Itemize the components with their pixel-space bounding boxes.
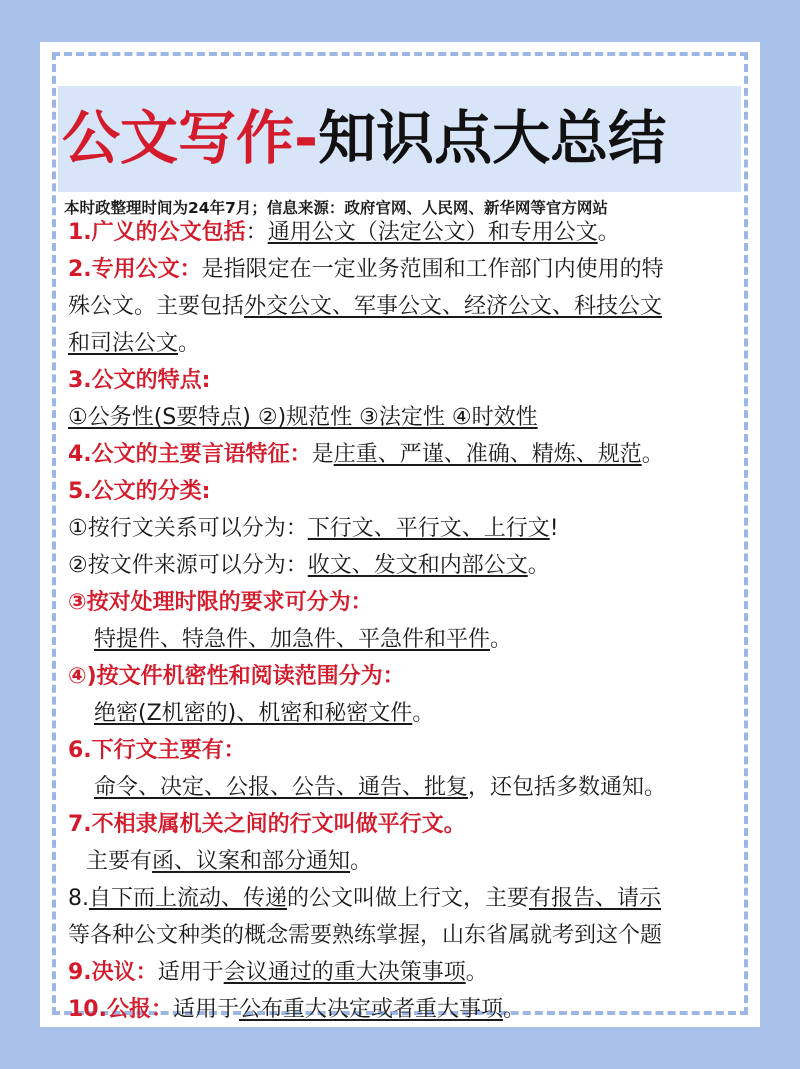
item-2-line-2: 殊公文。主要包括外交公文、军事公文、经济公文、科技公文 — [68, 294, 663, 319]
page-title — [62, 88, 742, 188]
item-5-heading: 5.公文的分类: — [68, 479, 211, 504]
item-3-traits: ①公务性(S要特点) ②)规范性 ③法定性 ④时效性 — [68, 405, 538, 430]
knowledge-list — [68, 214, 748, 1028]
item-6-detail: 命令、决定、公报、公告、通告、批复，还包括多数通知。 — [94, 775, 667, 800]
item-5-d-heading: ④)按文件机密性和阅读范围分为： — [68, 664, 405, 689]
item-5-a: ①按行文关系可以分为：下行文、平行文、上行文! — [68, 516, 559, 541]
item-10: 10.公报：适用于公布重大决定或者重大事项。 — [68, 997, 526, 1022]
item-2-line-1: 2.专用公文：是指限定在一定业务范围和工作部门内使用的特 — [68, 257, 664, 282]
item-1: 1.广义的公文包括：通用公文（法定公文）和专用公文。 — [68, 220, 620, 245]
item-2-line-3: 和司法公文。 — [68, 331, 201, 356]
item-6-heading: 6.下行文主要有： — [68, 738, 246, 763]
item-7-heading: 7.不相隶属机关之间的行文叫做平行文。 — [68, 812, 466, 837]
item-7-detail: 主要有函、议案和部分通知。 — [86, 849, 373, 874]
source-note: 本时政整理时间为24年7月；信息来源：政府官网、人民网、新华网等官方网站 — [64, 199, 608, 217]
item-3-heading: 3.公文的特点: — [68, 368, 211, 393]
item-4: 4.公文的主要言语特征：是庄重、严谨、准确、精炼、规范。 — [68, 442, 664, 467]
item-5-b: ②按文件来源可以分为：收文、发文和内部公文。 — [68, 553, 550, 578]
item-8-line-1: 8.自下而上流动、传递的公文叫做上行文，主要有报告、请示 — [68, 886, 662, 911]
item-5-d-detail: 绝密(Z机密的)、机密和秘密文件。 — [94, 701, 435, 726]
title-red-part: 公文写作- — [62, 104, 319, 172]
item-9: 9.决议：适用于会议通过的重大决策事项。 — [68, 960, 488, 985]
item-8-line-2: 等各种公文种类的概念需要熟练掌握，山东省属就考到这个题 — [68, 923, 663, 948]
content-card — [40, 42, 760, 1027]
title-black-part: 知识点大总结 — [318, 104, 667, 172]
item-5-c-detail: 特提件、特急件、加急件、平急件和平件。 — [94, 627, 513, 652]
item-5-c-heading: ③按对处理时限的要求可分为： — [68, 590, 373, 615]
